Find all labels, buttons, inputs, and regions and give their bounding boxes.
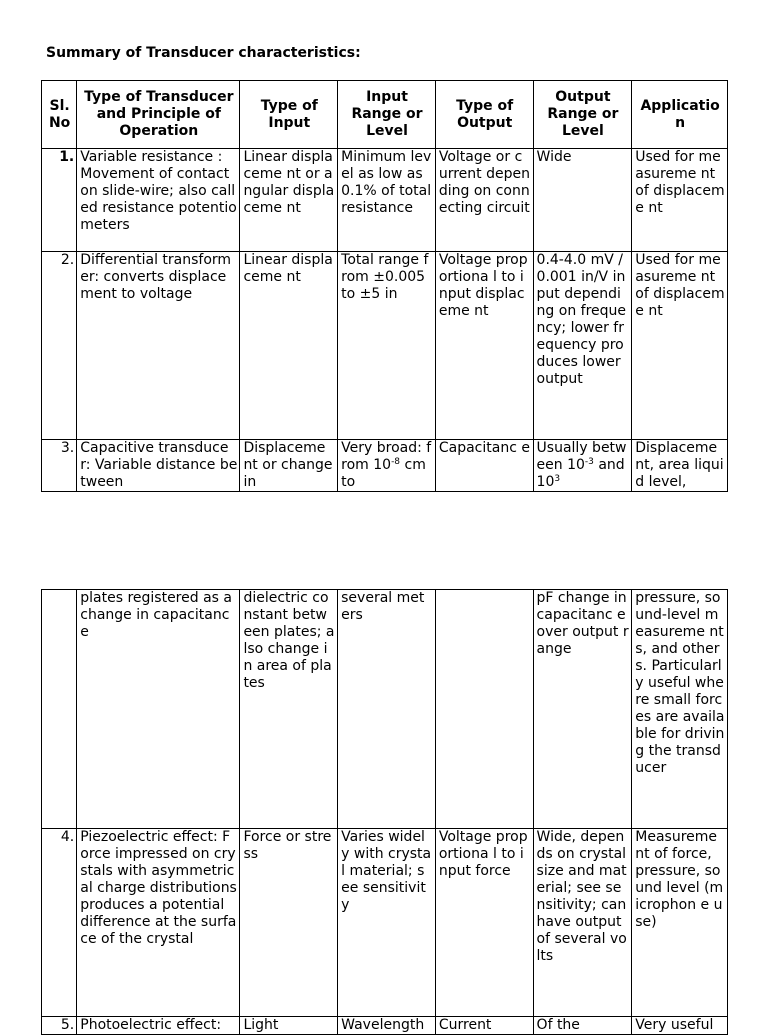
header-transducer-type: Type of Transducer and Principle of Operation (77, 81, 240, 149)
input-range-cell: Total range from ±0.005 to ±5 in (341, 252, 429, 302)
row-number: 2. (60, 252, 75, 268)
table-row (42, 829, 728, 1017)
output-type-cell: Voltage or current depending on connecting circuit (438, 149, 530, 216)
row-number: 3. (60, 440, 75, 456)
input-range-cell: Minimum level as low as 0.1% of total resistance (341, 149, 432, 216)
input-range-cell: several meters (341, 590, 425, 623)
application-cell: Displaceme nt, area liquid level, (635, 440, 724, 490)
input-type-cell: dielectric constant between plates; also change in area of plates (243, 590, 335, 691)
row-number: 1. (59, 149, 75, 165)
output-type-cell: Capacitanc e (438, 440, 530, 456)
table-row (42, 149, 728, 252)
transducer-type-cell: Variable resistance : Movement of contact on slide-wire; also called resistance potentiometers (80, 149, 237, 233)
output-range-cell: 0.4-4.0 mV / 0.001 in/V input depending on frequency; lower frequency produces lower output (536, 252, 627, 387)
transducer-type-cell: Photoelectric effect: (80, 1017, 222, 1033)
transducer-type-cell: Differential transformer: converts displacement to voltage (80, 252, 232, 302)
input-type-cell: Displaceme nt or change in (243, 440, 333, 490)
input-type-cell: Linear displaceme nt (243, 252, 333, 285)
header-output-range: Output Range or Level (533, 81, 632, 149)
transducer-table-part-2 (41, 589, 728, 1035)
header-sl-no: Sl. No (42, 81, 77, 149)
output-type-cell: Voltage proportiona l to input force (438, 829, 528, 879)
row-number: 4. (60, 829, 75, 845)
header-output-type: Type of Output (435, 81, 533, 149)
application-cell: pressure, sound-level measureme nts, and others. Particularly useful where small forces are available for driving the transducer (635, 590, 725, 776)
input-range-cell: Varies widely with crystal material; see sensitivity (341, 829, 432, 913)
output-range-cell: Usually between $10^{-3}$ and $10^3$ (536, 440, 627, 490)
row-number (45, 590, 74, 828)
header-input-range: Input Range or Level (338, 81, 436, 149)
input-type-cell: Force or stress (243, 829, 332, 862)
input-range-cell: Wavelength (341, 1017, 425, 1033)
transducer-type-cell: plates registered as a change in capacitance (80, 590, 232, 640)
application-cell: Used for measureme nt of displaceme nt (635, 149, 725, 216)
input-type-cell: Light (243, 1017, 279, 1033)
table-row (42, 1017, 728, 1035)
table-row (42, 252, 728, 440)
output-range-cell: pF change in capacitanc e over output range (536, 590, 629, 657)
transducer-type-cell: Capacitive transducer: Variable distance between (80, 440, 238, 490)
transducer-table-part-1 (41, 80, 728, 492)
application-cell: Very useful (635, 1017, 714, 1033)
table-row (42, 590, 728, 829)
input-range-cell: Very broad: from $10^{-8}$ cm to (341, 440, 432, 490)
output-range-cell: Of the (536, 1017, 580, 1033)
output-type-cell (439, 590, 531, 828)
application-cell: Used for measureme nt of displaceme nt (635, 252, 725, 319)
header-input-type: Type of Input (240, 81, 338, 149)
output-type-cell: Current (438, 1017, 492, 1033)
transducer-type-cell: Piezoelectric effect: Force impressed on crystals with asymmetrical charge distributions produces a potential difference at the surface of the crystal (80, 829, 237, 947)
table-row (42, 440, 728, 492)
row-number: 5. (60, 1017, 75, 1033)
input-type-cell: Linear displaceme nt or angular displaceme nt (243, 149, 335, 216)
output-range-cell: Wide (536, 149, 572, 165)
table-header-row (42, 81, 728, 149)
document-title: Summary of Transducer characteristics: (46, 45, 361, 61)
output-range-cell: Wide, depends on crystal size and material; see sensitivity; can have output of several volts (536, 829, 627, 964)
header-application: Applicatio n (632, 81, 728, 149)
output-type-cell: Voltage proportiona l to input displaceme nt (438, 252, 528, 319)
application-cell: Measureme nt of force, pressure, sound level (microphon e use) (635, 829, 724, 930)
